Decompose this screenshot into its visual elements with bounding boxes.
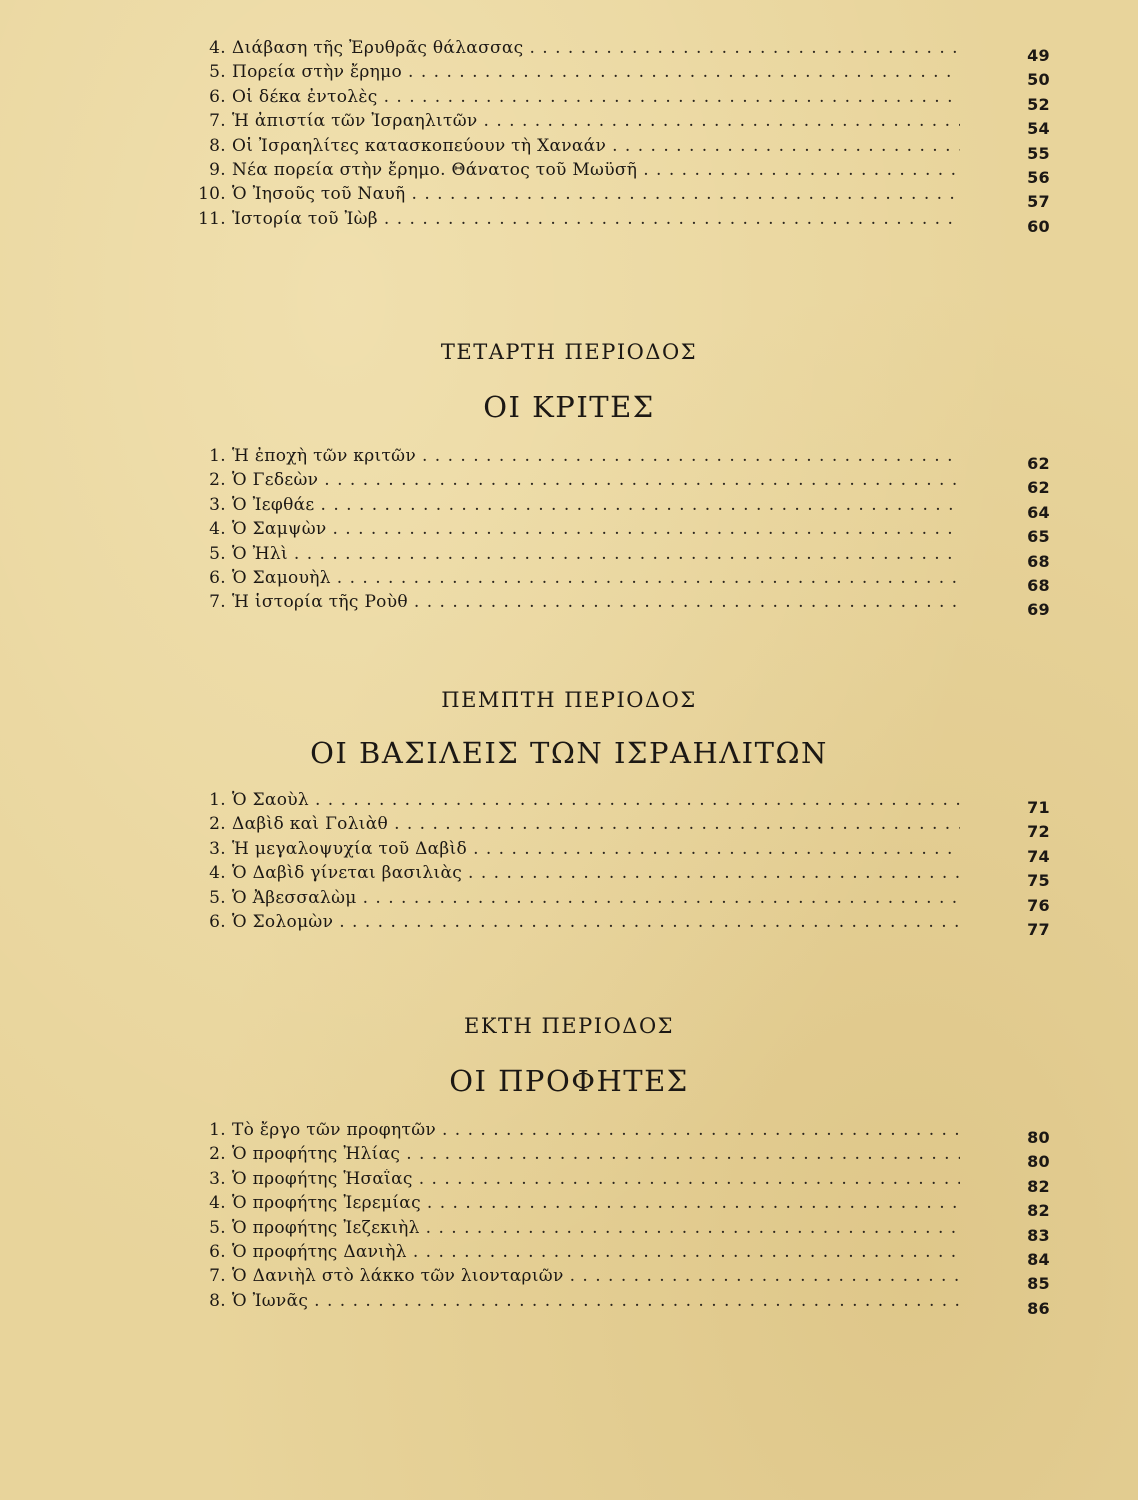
toc-entry-line — [190, 1266, 960, 1286]
toc-entry-line — [190, 1193, 960, 1213]
toc-entry-title: Ὁ Σαμουὴλ — [232, 567, 331, 588]
toc-list-section6 — [190, 1120, 1050, 1318]
toc-entry-page: 82 — [1027, 1176, 1050, 1196]
dot-leader — [473, 839, 960, 859]
section-heading-judges: ΟΙ ΚΡΙΤΕΣ — [483, 390, 655, 424]
toc-entry-number: 4. — [209, 519, 226, 540]
toc-entry — [190, 543, 1050, 571]
toc-entry-line — [190, 1169, 960, 1189]
toc-entry-page: 62 — [1027, 478, 1050, 498]
toc-entry-number: 11. — [198, 208, 226, 229]
toc-entry-line — [190, 863, 960, 883]
toc-entry-page: 82 — [1027, 1201, 1050, 1221]
toc-entry — [190, 863, 1050, 891]
toc-entry-page: 68 — [1027, 551, 1050, 571]
toc-entry-line — [190, 1120, 960, 1140]
toc-entry-number: 5. — [209, 543, 226, 564]
toc-entry — [190, 1266, 1050, 1294]
toc-entry — [190, 814, 1050, 842]
dot-leader — [384, 87, 960, 107]
toc-entry-number: 10. — [198, 184, 226, 205]
toc-entry-page: 56 — [1027, 167, 1050, 187]
toc-entry-page: 86 — [1027, 1298, 1050, 1318]
toc-entry-title: Ὁ Ἀβεσσαλὼμ — [232, 887, 357, 908]
toc-entry-number: 3. — [209, 838, 226, 859]
toc-entry-title: Ὁ Ἰωνᾶς — [232, 1290, 309, 1311]
dot-leader — [612, 136, 960, 156]
toc-entry — [190, 494, 1050, 522]
toc-entry-number: 7. — [209, 592, 226, 613]
toc-entry — [190, 887, 1050, 915]
dot-leader — [314, 1291, 960, 1311]
toc-entry-number: 5. — [209, 62, 226, 83]
toc-entry — [190, 1120, 1050, 1147]
toc-entry-page: 55 — [1027, 143, 1050, 163]
toc-entry-number: 6. — [209, 567, 226, 588]
toc-entry-number: 8. — [209, 1290, 226, 1311]
toc-entry-line — [190, 888, 960, 908]
period-title-fifth: ΠΕΜΠΤΗ ΠΕΡΙΟΔΟΣ — [441, 688, 697, 712]
toc-entry — [190, 911, 1050, 939]
dot-leader — [339, 912, 960, 932]
dot-leader — [321, 495, 960, 515]
toc-entry-title: Ὁ Δαβὶδ γίνεται βασιλιὰς — [232, 863, 463, 884]
toc-entry-page: 49 — [1027, 46, 1050, 65]
toc-entry-page: 52 — [1027, 94, 1050, 114]
toc-list-section5 — [190, 790, 1050, 939]
toc-entry-number: 3. — [209, 1168, 226, 1189]
dot-leader — [427, 1193, 960, 1213]
toc-entry-line — [190, 136, 960, 156]
toc-list-section3 — [190, 38, 1050, 236]
toc-entry-line — [190, 519, 960, 539]
dot-leader — [426, 1218, 960, 1238]
dot-leader — [422, 446, 960, 466]
toc-entry-title: Δαβὶδ καὶ Γολιὰθ — [232, 814, 389, 835]
toc-entry-number: 4. — [209, 863, 226, 884]
toc-entry-line — [190, 912, 960, 932]
toc-entry-title: Ὁ προφήτης Ἡσαΐας — [232, 1168, 413, 1189]
dot-leader — [414, 592, 960, 612]
toc-entry-title: Ὁ Σολομὼν — [232, 911, 334, 932]
toc-entry-title: Ἡ μεγαλοψυχία τοῦ Δαβὶδ — [232, 838, 468, 859]
toc-entry-number: 6. — [209, 86, 226, 107]
toc-entry — [190, 135, 1050, 163]
toc-entry-title: Ὁ Σαμψὼν — [232, 519, 327, 540]
toc-entry — [190, 1193, 1050, 1221]
dot-leader — [406, 1144, 960, 1164]
toc-entry-line — [190, 1218, 960, 1238]
dot-leader — [315, 790, 960, 810]
toc-entry — [190, 1168, 1050, 1196]
toc-entry-page: 74 — [1027, 846, 1050, 866]
toc-entry-title: Οἱ δέκα ἐντολὲς — [232, 86, 378, 107]
toc-entry-line — [190, 111, 960, 131]
toc-entry-title: Νέα πορεία στὴν ἔρημο. Θάνατος τοῦ Μωϋσῆ — [232, 159, 638, 180]
toc-entry-number: 5. — [209, 1217, 226, 1238]
toc-entry-number: 1. — [209, 790, 226, 810]
toc-entry-title: Ἱστορία τοῦ Ἰὼβ — [232, 208, 378, 229]
toc-entry-page: 77 — [1027, 919, 1050, 939]
toc-entry-number: 6. — [209, 1241, 226, 1262]
toc-entry-page: 68 — [1027, 575, 1050, 595]
dot-leader — [529, 38, 960, 58]
toc-entry-line — [190, 470, 960, 490]
toc-entry-page: 80 — [1027, 1152, 1050, 1172]
section-heading-prophets: ΟΙ ΠΡΟΦΗΤΕΣ — [449, 1064, 689, 1098]
toc-entry-line — [190, 1242, 960, 1262]
toc-entry-line — [190, 544, 960, 564]
toc-entry-page: 75 — [1027, 871, 1050, 891]
dot-leader — [643, 160, 960, 180]
toc-entry-number: 7. — [209, 111, 226, 132]
toc-entry — [190, 1144, 1050, 1172]
toc-entry-page: 76 — [1027, 895, 1050, 915]
toc-entry-title: Ὁ προφήτης Ἠλίας — [232, 1144, 401, 1165]
toc-entry-line — [190, 790, 960, 810]
toc-entry-line — [190, 87, 960, 107]
toc-entry-title: Πορεία στὴν ἔρημο — [232, 62, 403, 83]
toc-entry-number: 3. — [209, 494, 226, 515]
toc-entry-title: Ὁ Δανιὴλ στὸ λάκκο τῶν λιονταριῶν — [232, 1266, 564, 1287]
toc-entry-page: 83 — [1027, 1225, 1050, 1245]
dot-leader — [294, 544, 960, 564]
toc-entry-number: 8. — [209, 135, 226, 156]
toc-entry — [190, 470, 1050, 498]
toc-entry-title: Ὁ Ἰεφθάε — [232, 494, 315, 515]
toc-entry-title: Οἱ Ἰσραηλίτες κατασκοπεύουν τὴ Χαναάν — [232, 135, 607, 156]
section-heading-kings: ΟΙ ΒΑΣΙΛΕΙΣ ΤΩΝ ΙΣΡΑΗΛΙΤΩΝ — [310, 736, 828, 770]
toc-entry — [190, 1290, 1050, 1318]
toc-entry-line — [190, 38, 960, 58]
toc-entry-number: 1. — [209, 446, 226, 466]
toc-entry — [190, 86, 1050, 114]
toc-entry-number: 5. — [209, 887, 226, 908]
toc-entry-line — [190, 495, 960, 515]
toc-entry-line — [190, 592, 960, 612]
toc-entry-number: 1. — [209, 1120, 226, 1140]
dot-leader — [413, 1242, 960, 1262]
toc-entry — [190, 111, 1050, 139]
period-title-sixth: ΕΚΤΗ ΠΕΡΙΟΔΟΣ — [463, 1014, 675, 1038]
toc-entry-line — [190, 160, 960, 180]
toc-entry — [190, 159, 1050, 187]
dot-leader — [408, 62, 960, 82]
toc-entry-page: 50 — [1027, 70, 1050, 90]
dot-leader — [412, 184, 960, 204]
dot-leader — [419, 1169, 960, 1189]
toc-entry — [190, 1241, 1050, 1269]
toc-entry — [190, 208, 1050, 236]
toc-entry-line — [190, 1291, 960, 1311]
toc-entry — [190, 184, 1050, 212]
dot-leader — [363, 888, 960, 908]
toc-entry-title: Ὁ προφήτης Δανιὴλ — [232, 1241, 407, 1262]
toc-entry-title: Ἡ ἀπιστία τῶν Ἰσραηλιτῶν — [232, 111, 478, 132]
toc-entry-page: 60 — [1027, 216, 1050, 236]
toc-entry-number: 2. — [209, 1144, 226, 1165]
dot-leader — [337, 568, 960, 588]
toc-entry — [190, 446, 1050, 473]
toc-entry-page: 69 — [1027, 600, 1050, 620]
toc-entry-number: 6. — [209, 911, 226, 932]
toc-entry-title: Ὁ προφήτης Ἰεζεκιὴλ — [232, 1217, 420, 1238]
toc-entry — [190, 38, 1050, 65]
toc-entry-number: 2. — [209, 814, 226, 835]
toc-entry — [190, 567, 1050, 595]
period-title-fourth: ΤΕΤΑΡΤΗ ΠΕΡΙΟΔΟΣ — [440, 340, 698, 364]
toc-entry-page: 65 — [1027, 527, 1050, 547]
toc-entry-number: 4. — [209, 38, 226, 58]
toc-entry — [190, 519, 1050, 547]
toc-entry-line — [190, 568, 960, 588]
toc-entry — [190, 838, 1050, 866]
dot-leader — [394, 814, 960, 834]
toc-entry-page: 72 — [1027, 822, 1050, 842]
toc-entry-page: 62 — [1027, 454, 1050, 473]
toc-entry-title: Ὁ προφήτης Ἰερεμίας — [232, 1193, 421, 1214]
dot-leader — [333, 519, 961, 539]
dot-leader — [468, 863, 960, 883]
toc-entry-title: Διάβαση τῆς Ἐρυθρᾶς θάλασσας — [232, 38, 524, 58]
toc-entry-line — [190, 184, 960, 204]
toc-list-section4 — [190, 446, 1050, 620]
toc-entry-number: 2. — [209, 470, 226, 491]
toc-entry-page: 85 — [1027, 1274, 1050, 1294]
toc-entry-page: 57 — [1027, 192, 1050, 212]
toc-entry-title: Ἡ ἱστορία τῆς Ροὺθ — [232, 592, 408, 613]
toc-entry-number: 9. — [209, 159, 226, 180]
toc-entry — [190, 62, 1050, 90]
toc-entry-title: Ἡ ἐποχὴ τῶν κριτῶν — [232, 446, 416, 466]
toc-entry — [190, 592, 1050, 620]
toc-entry-page: 80 — [1027, 1128, 1050, 1147]
toc-entry-line — [190, 839, 960, 859]
toc-entry-title: Τὸ ἔργο τῶν προφητῶν — [232, 1120, 436, 1140]
toc-entry-title: Ὁ Ἠλὶ — [232, 543, 288, 564]
toc-entry — [190, 790, 1050, 817]
dot-leader — [484, 111, 960, 131]
dot-leader — [324, 470, 960, 490]
toc-entry-line — [190, 209, 960, 229]
toc-entry-page: 84 — [1027, 1249, 1050, 1269]
toc-entry-page: 71 — [1027, 798, 1050, 817]
toc-entry-line — [190, 446, 960, 466]
toc-entry-title: Ὁ Σαοὺλ — [232, 790, 309, 810]
toc-entry-title: Ὁ Γεδεὼν — [232, 470, 319, 491]
toc-entry-line — [190, 62, 960, 82]
dot-leader — [384, 209, 960, 229]
dot-leader — [442, 1120, 960, 1140]
toc-entry-page: 54 — [1027, 119, 1050, 139]
toc-entry-line — [190, 1144, 960, 1164]
toc-entry-title: Ὁ Ἰησοῦς τοῦ Ναυῆ — [232, 184, 406, 205]
toc-entry — [190, 1217, 1050, 1245]
toc-entry-page: 64 — [1027, 502, 1050, 522]
toc-entry-number: 4. — [209, 1193, 226, 1214]
dot-leader — [570, 1266, 960, 1286]
toc-entry-number: 7. — [209, 1266, 226, 1287]
toc-entry-line — [190, 814, 960, 834]
